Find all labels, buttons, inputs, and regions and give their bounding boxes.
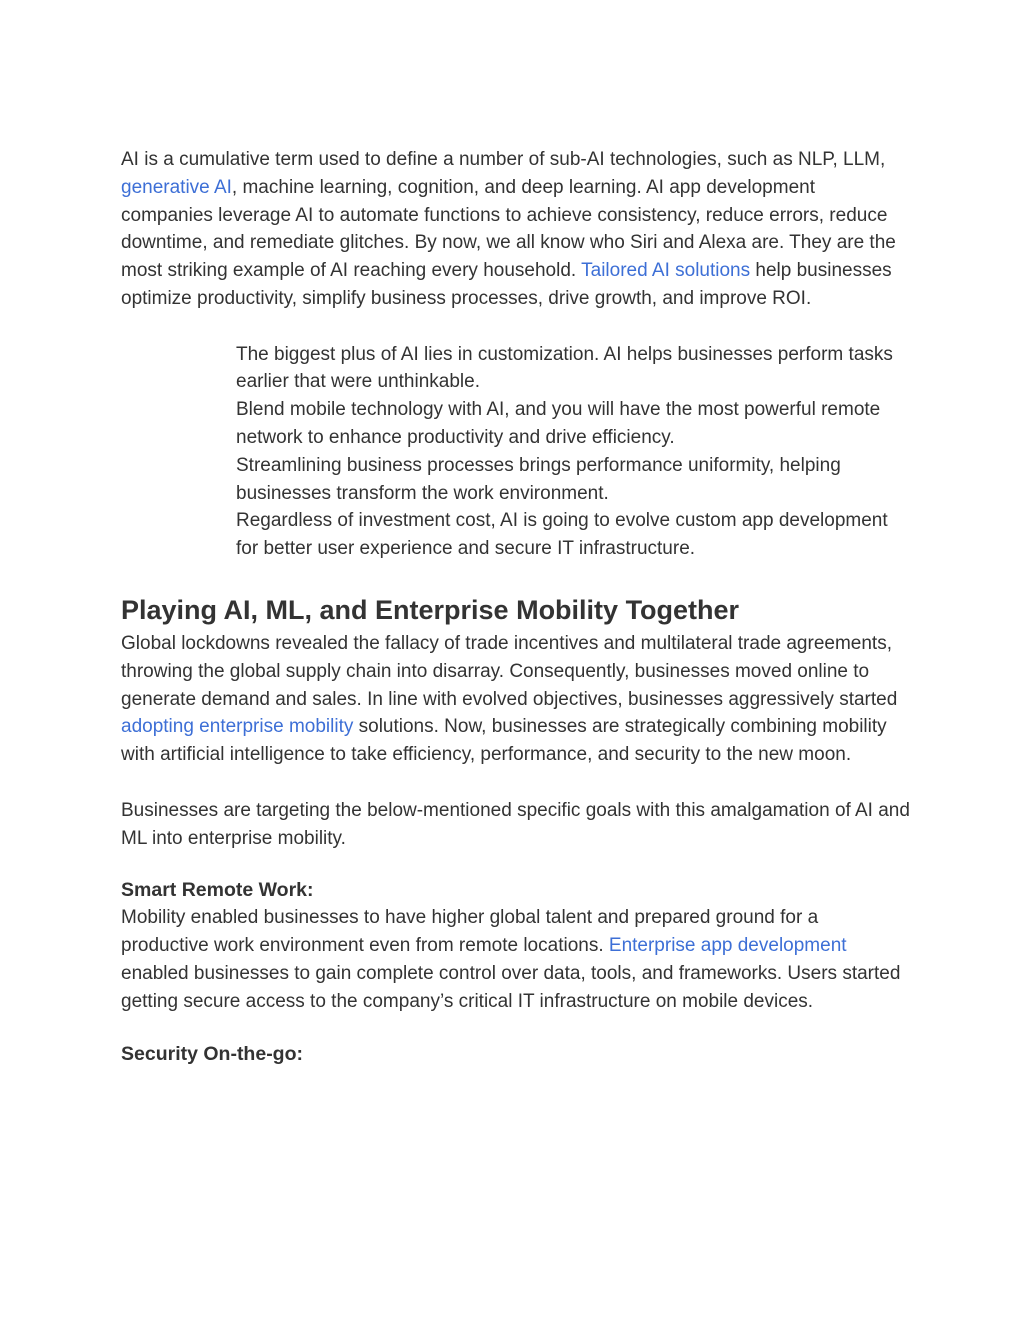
intro-text-3: help businesses optimize productivity, simplify business processes, drive growth, and improve ROI. (121, 260, 892, 309)
benefit-item: Regardless of investment cost, AI is going to evolve custom app development for better user experience and secure IT infrastructure. (236, 510, 888, 560)
section-text-1: Global lockdowns revealed the fallacy of trade incentives and multilateral trade agreements, throwing the global supply chain into disarray. Consequently, businesses moved online to generate demand and sales. In line with evolved objectives, businesses aggressively started (121, 632, 898, 710)
intro-text-2: , machine learning, cognition, and deep learning. AI app development companies leverage AI to automate functions to achieve consistency, reduce errors, reduce downtime, and remediate glitches. By now, we all know who Siri and Alexa are. They are the most striking example of AI reaching every household. (121, 176, 896, 282)
benefit-item: The biggest plus of AI lies in customization. AI helps businesses perform tasks earlier that were unthinkable. (236, 343, 893, 393)
adopting-enterprise-mobility-link[interactable]: adopting enterprise mobility (121, 716, 354, 738)
benefit-item: Blend mobile technology with AI, and you will have the most powerful remote network to enhance productivity and drive efficiency. (236, 399, 881, 448)
benefits-block (236, 341, 911, 563)
section-heading: Playing AI, ML, and Enterprise Mobility Together (121, 594, 740, 625)
intro-paragraph (121, 146, 911, 313)
intro-text-1: AI is a cumulative term used to define a number of sub-AI technologies, such as NLP, LLM, (121, 149, 886, 170)
remote-work-text-1: Mobility enabled businesses to have higher global talent and prepared ground for a productive work environment even from remote locations. (121, 907, 819, 957)
tailored-ai-solutions-link[interactable]: Tailored AI solutions (581, 260, 751, 282)
section-paragraph-2: Businesses are targeting the below-mentioned specific goals with this amalgamation of AI and ML into enterprise mobility. (121, 799, 910, 849)
smart-remote-work-heading: Smart Remote Work: (121, 879, 314, 902)
section-text-2: solutions. Now, businesses are strategically combining mobility with artificial intelligence to take efficiency, performance, and security to the new moon. (121, 716, 887, 766)
remote-work-text-2: enabled businesses to gain complete control over data, tools, and frameworks. Users started getting secure access to the company’s critical IT infrastructure on mobile devices. (121, 962, 901, 1012)
section-paragraph-1 (121, 630, 911, 769)
generative-ai-link[interactable]: generative AI (121, 176, 232, 198)
remote-work-paragraph (121, 904, 911, 1015)
document-page (121, 146, 911, 1068)
enterprise-app-development-link[interactable]: Enterprise app development (608, 935, 847, 957)
security-on-the-go-heading: Security On-the-go: (121, 1042, 304, 1065)
benefit-item: Streamlining business processes brings performance uniformity, helping businesses transform the work environment. (236, 454, 841, 504)
